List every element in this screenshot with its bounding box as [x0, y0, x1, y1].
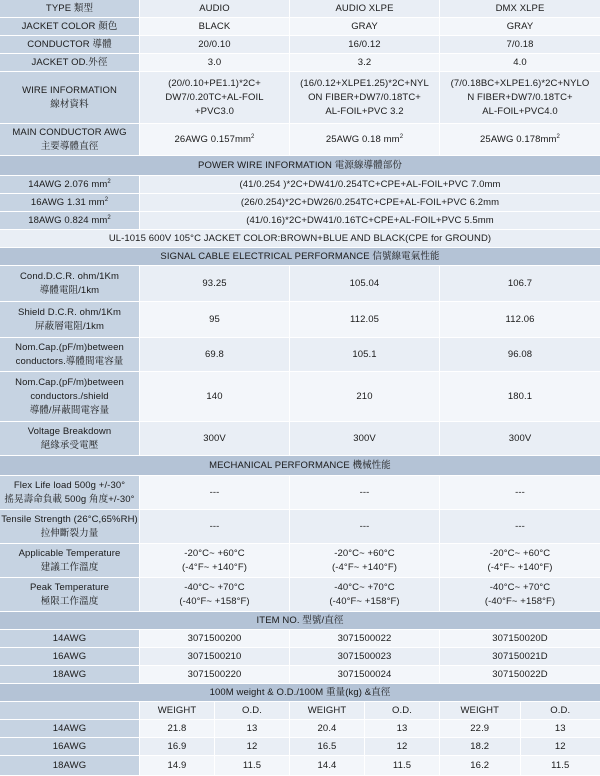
tensile-row	[0, 510, 600, 544]
line: -40°C~ +70°C	[334, 581, 395, 593]
line: (7/0.18BC+XLPE1.6)*2C+NYLO	[450, 77, 590, 89]
weight-row-16awg	[0, 738, 600, 756]
cell: 112.05	[290, 302, 440, 337]
applicable-temp-row	[0, 544, 600, 578]
row-label: 18AWG	[0, 756, 140, 775]
cell	[440, 578, 600, 611]
header-row	[0, 0, 600, 18]
wire-info-row	[0, 72, 600, 124]
row-label	[0, 510, 140, 543]
line: (20/0.10+PE1.1)*2C+	[168, 77, 261, 89]
cell: 180.1	[440, 372, 600, 421]
label-line: 屏蔽層電阻/1km	[35, 320, 104, 332]
cell-pair	[440, 720, 600, 737]
cell: 3071500200	[140, 630, 290, 647]
line: (-4°F~ +140°F)	[182, 561, 247, 573]
section-title: 100M weight & O.D./100M 重量(kg) &直徑	[0, 684, 600, 701]
label-text: 16AWG 1.31 mm	[30, 196, 105, 208]
weight-header: WEIGHT	[290, 702, 365, 719]
line: -40°C~ +70°C	[489, 581, 551, 593]
cap-shield-row	[0, 372, 600, 422]
cell: 3071500024	[290, 666, 440, 683]
row-label	[0, 176, 140, 193]
label-line: 導體電阻/1km	[39, 284, 100, 296]
item-no-title-row	[0, 612, 600, 630]
cell-pair	[140, 738, 290, 755]
weight-cell: 16.2	[440, 756, 521, 775]
label-en: WIRE INFORMATION	[22, 84, 117, 96]
cell: 105.1	[290, 338, 440, 371]
cell: 300V	[140, 422, 290, 455]
line: (-40°F~ +158°F)	[179, 595, 250, 607]
cell: (41/0.16)*2C+DW41/0.16TC+CPE+AL-FOIL+PVC 5.5mm	[140, 212, 600, 229]
weight-title-row	[0, 684, 600, 702]
line: AL-FOIL+PVC 3.2	[325, 105, 404, 117]
row-label	[0, 422, 140, 455]
unit-sup: 2	[104, 196, 109, 203]
label-line: Tensile Strength (26°C,65%RH)	[1, 513, 138, 525]
cell	[140, 544, 290, 577]
label-line: conductors./shield	[30, 390, 109, 402]
item-row-16awg	[0, 648, 600, 666]
cell	[140, 72, 290, 123]
item-row-18awg	[0, 666, 600, 684]
cell: 3071500210	[140, 648, 290, 665]
cell: ---	[140, 476, 290, 509]
od-cell: 13	[396, 722, 408, 734]
cell-pair	[440, 738, 600, 755]
cell: 307150021D	[440, 648, 600, 665]
col-audio: AUDIO	[140, 0, 290, 17]
jacket-od-row	[0, 54, 600, 72]
weight-cell: 14.9	[140, 756, 215, 775]
ul-row	[0, 230, 600, 248]
cell: 106.7	[440, 266, 600, 301]
row-label	[0, 72, 140, 123]
main-conductor-row	[0, 124, 600, 156]
line: -20°C~ +60°C	[334, 547, 395, 559]
row-label	[0, 578, 140, 611]
od-cell: 11.5	[242, 759, 262, 771]
line: (-40°F~ +158°F)	[329, 595, 400, 607]
cell: BLACK	[140, 18, 290, 35]
peak-temp-row	[0, 578, 600, 612]
line: AL-FOIL+PVC4.0	[482, 105, 558, 117]
value: 25AWG 0.18 mm	[325, 133, 400, 145]
weight-header: WEIGHT	[140, 702, 215, 719]
row-label	[0, 544, 140, 577]
signal-title-row	[0, 248, 600, 266]
row-label: JACKET OD.外徑	[0, 54, 140, 71]
row-label: 14AWG	[0, 630, 140, 647]
cell: 3.2	[290, 54, 440, 71]
row-label	[0, 338, 140, 371]
cell-pair	[290, 756, 440, 775]
unit-sup: 2	[399, 133, 404, 140]
weight-header: WEIGHT	[440, 702, 521, 719]
line: -40°C~ +70°C	[184, 581, 245, 593]
cell: 96.08	[440, 338, 600, 371]
cell	[290, 124, 440, 155]
section-title: SIGNAL CABLE ELECTRICAL PERFORMANCE 信號線電氣性能	[0, 248, 600, 265]
weight-cell: 14.4	[290, 756, 365, 775]
od-cell: 13	[246, 722, 258, 734]
weight-cell: 16.5	[290, 738, 365, 755]
label-line: 搖晃壽命負載 500g 角度+/-30°	[4, 493, 135, 505]
label-line: Nom.Cap.(pF/m)between	[15, 341, 124, 353]
row-label: 14AWG	[0, 720, 140, 737]
cell: ---	[440, 476, 600, 509]
power-wire-title-row	[0, 156, 600, 176]
weight-cell: 16.9	[140, 738, 215, 755]
cell: 3071500022	[290, 630, 440, 647]
cell: 307150022D	[440, 666, 600, 683]
cell-pair	[440, 756, 600, 775]
section-title: MECHANICAL PERFORMANCE 機械性能	[0, 456, 600, 475]
line: (16/0.12+XLPE1.25)*2C+NYL	[300, 77, 429, 89]
cell	[140, 124, 290, 155]
conductor-row	[0, 36, 600, 54]
cell: 20/0.10	[140, 36, 290, 53]
row-label	[0, 702, 140, 719]
cell	[440, 72, 600, 123]
unit-sup: 2	[107, 178, 111, 185]
line: DW7/0.20TC+AL-FOIL	[165, 91, 264, 103]
type-label: TYPE 類型	[0, 0, 140, 17]
cap-conductors-row	[0, 338, 600, 372]
cell: 3071500220	[140, 666, 290, 683]
col-audio-xlpe: AUDIO XLPE	[290, 0, 440, 17]
cell: 3.0	[140, 54, 290, 71]
weight-cell: 20.4	[290, 720, 365, 737]
label-text: 14AWG 2.076 mm	[28, 178, 108, 190]
od-cell: 12	[246, 740, 258, 752]
label-en: MAIN CONDUCTOR AWG	[12, 126, 127, 138]
label-line: Cond.D.C.R. ohm/1Km	[19, 270, 120, 282]
line: (-4°F~ +140°F)	[332, 561, 397, 573]
subheader-pair	[290, 702, 440, 719]
cell: 140	[140, 372, 290, 421]
cell-pair	[290, 720, 440, 737]
cell: 210	[290, 372, 440, 421]
cell: 307150020D	[440, 630, 600, 647]
label-line: 拉伸斷裂力量	[40, 527, 99, 539]
line: (-40°F~ +158°F)	[484, 595, 556, 607]
cell: 4.0	[440, 54, 600, 71]
od-header: O.D.	[550, 704, 571, 716]
subheader-pair	[440, 702, 600, 719]
cell-pair	[290, 738, 440, 755]
cell: (26/0.254)*2C+DW26/0.254TC+CPE+AL-FOIL+PVC 6.2mm	[140, 194, 600, 211]
weight-cell: 22.9	[440, 720, 521, 737]
label-zh: 主要導體直徑	[40, 140, 99, 152]
od-header: O.D.	[392, 704, 412, 716]
row-label: 16AWG	[0, 648, 140, 665]
od-cell: 12	[554, 740, 566, 752]
cell: ---	[290, 510, 440, 543]
row-label	[0, 266, 140, 301]
od-header: O.D.	[242, 704, 262, 716]
cell: 93.25	[140, 266, 290, 301]
cond-dcr-row	[0, 266, 600, 302]
cell: ---	[440, 510, 600, 543]
subheader-pair	[140, 702, 290, 719]
label-line: Peak Temperature	[29, 581, 110, 593]
cell: ---	[140, 510, 290, 543]
cell	[290, 578, 440, 611]
od-cell: 11.5	[551, 759, 570, 771]
line: (-4°F~ +140°F)	[487, 561, 553, 573]
row-label	[0, 124, 140, 155]
cell: 300V	[290, 422, 440, 455]
cell: 300V	[440, 422, 600, 455]
label-line: Shield D.C.R. ohm/1Km	[18, 306, 121, 318]
label-line: Nom.Cap.(pF/m)between	[15, 376, 124, 388]
line: -20°C~ +60°C	[184, 547, 245, 559]
shield-dcr-row	[0, 302, 600, 338]
label-line: Applicable Temperature	[18, 547, 121, 559]
ul-note: UL-1015 600V 105°C JACKET COLOR:BROWN+BLUE AND BLACK(CPE for GROUND)	[0, 230, 600, 247]
od-cell: 12	[396, 740, 408, 752]
od-cell: 13	[554, 722, 566, 734]
row-label	[0, 212, 140, 229]
cell: 3071500023	[290, 648, 440, 665]
power-row-18awg	[0, 212, 600, 230]
col-dmx-xlpe: DMX XLPE	[440, 0, 600, 17]
cell	[140, 578, 290, 611]
row-label: 16AWG	[0, 738, 140, 755]
label-line: 絕緣承受電壓	[40, 439, 99, 451]
line: +PVC3.0	[195, 105, 234, 117]
line: N FIBER+DW7/0.18TC+	[467, 91, 573, 103]
line: ON FIBER+DW7/0.18TC+	[308, 91, 421, 103]
item-row-14awg	[0, 630, 600, 648]
cell	[290, 72, 440, 123]
row-label	[0, 194, 140, 211]
unit-sup: 2	[556, 133, 560, 140]
cell: 95	[140, 302, 290, 337]
cell: 69.8	[140, 338, 290, 371]
label-line: Voltage Breakdown	[27, 425, 112, 437]
label-zh: 線材資料	[50, 98, 89, 110]
cell: GRAY	[290, 18, 440, 35]
unit-sup: 2	[251, 133, 255, 140]
label-line: Flex Life load 500g +/-30°	[13, 479, 126, 491]
row-label	[0, 372, 140, 421]
label-text: 18AWG 0.824 mm	[28, 214, 108, 226]
row-label	[0, 476, 140, 509]
value: 26AWG 0.157mm	[174, 133, 251, 145]
cell: ---	[290, 476, 440, 509]
mechanical-title-row	[0, 456, 600, 476]
flex-life-row	[0, 476, 600, 510]
row-label: JACKET COLOR 顏色	[0, 18, 140, 35]
od-cell: 11.5	[392, 759, 412, 771]
cell: 16/0.12	[290, 36, 440, 53]
cell	[440, 124, 600, 155]
power-row-14awg	[0, 176, 600, 194]
row-label: 18AWG	[0, 666, 140, 683]
row-label	[0, 302, 140, 337]
cell	[440, 544, 600, 577]
value: 25AWG 0.178mm	[480, 133, 557, 145]
label-line: 建議工作溫度	[40, 561, 99, 573]
power-row-16awg	[0, 194, 600, 212]
jacket-color-row	[0, 18, 600, 36]
cell-pair	[140, 756, 290, 775]
weight-row-14awg	[0, 720, 600, 738]
line: -20°C~ +60°C	[489, 547, 551, 559]
cell-pair	[140, 720, 290, 737]
section-title: ITEM NO. 型號/直徑	[0, 612, 600, 629]
cell: 7/0.18	[440, 36, 600, 53]
cell: 112.06	[440, 302, 600, 337]
cell: 105.04	[290, 266, 440, 301]
row-label: CONDUCTOR 導體	[0, 36, 140, 53]
weight-cell: 21.8	[140, 720, 215, 737]
weight-cell: 18.2	[440, 738, 521, 755]
label-line: 導體/屏蔽間電容量	[29, 404, 110, 416]
cell	[290, 544, 440, 577]
cell: (41/0.254 )*2C+DW41/0.254TC+CPE+AL-FOIL+PVC 7.0mm	[140, 176, 600, 193]
unit-sup: 2	[107, 214, 111, 221]
section-title: POWER WIRE INFORMATION 電源線導體部份	[0, 156, 600, 175]
voltage-row	[0, 422, 600, 456]
label-line: conductors.導體間電容量	[15, 355, 124, 367]
weight-subheader-row	[0, 702, 600, 720]
cell: GRAY	[440, 18, 600, 35]
label-line: 極限工作溫度	[40, 595, 99, 607]
weight-row-18awg	[0, 756, 600, 776]
